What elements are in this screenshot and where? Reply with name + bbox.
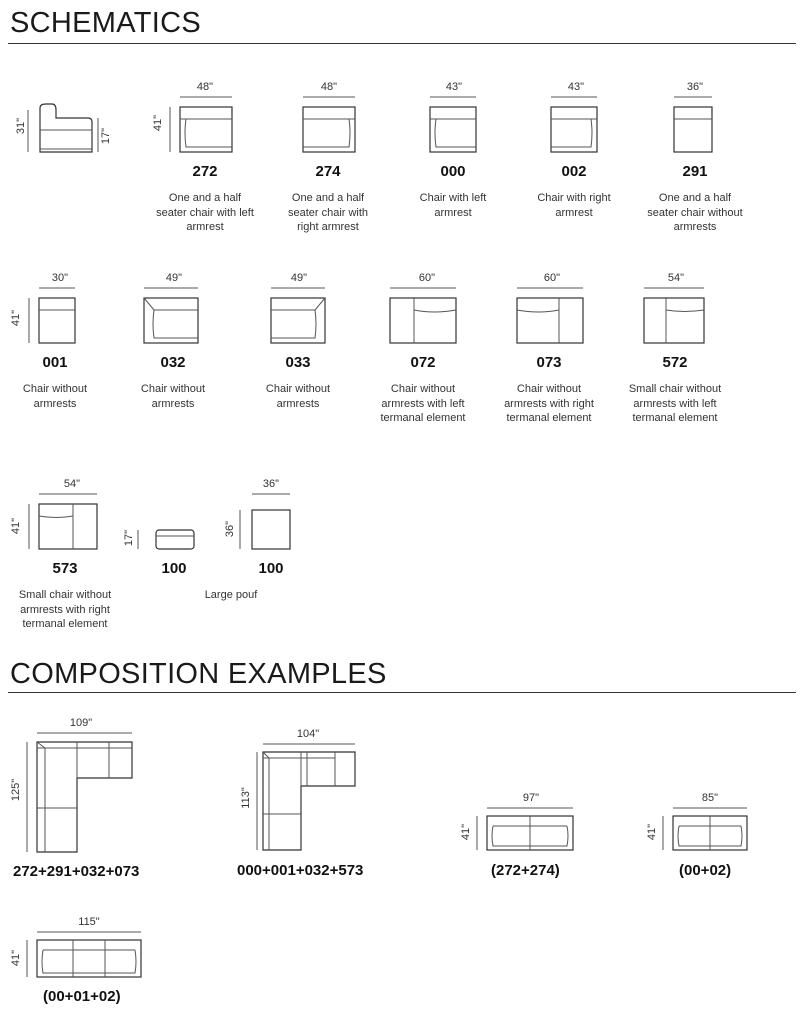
side-view-drawing bbox=[8, 100, 112, 160]
module-000-drawing bbox=[398, 75, 508, 175]
module-description: Chair without armrests bbox=[22, 383, 88, 410]
module-description: Chair without armrests bbox=[140, 383, 206, 410]
module-100-top-drawing bbox=[222, 472, 322, 572]
composition-5 bbox=[5, 912, 175, 1012]
module-033-drawing bbox=[243, 266, 353, 366]
module-032-drawing bbox=[118, 266, 228, 366]
module-572-drawing bbox=[620, 266, 730, 366]
module-width-label: 36" bbox=[262, 478, 280, 490]
module-width-label: 49" bbox=[290, 272, 308, 284]
module-573-drawing bbox=[5, 472, 125, 572]
side-height-label: 31" bbox=[15, 117, 27, 135]
module-072-drawing bbox=[372, 266, 482, 366]
module-description: Chair without armrests bbox=[265, 383, 331, 410]
module-depth-label: 41" bbox=[152, 114, 164, 132]
module-002-drawing bbox=[519, 75, 629, 175]
composition-depth-label: 41" bbox=[10, 949, 22, 967]
composition-depth-label: 41" bbox=[460, 823, 472, 841]
composition-5-drawing bbox=[5, 912, 175, 987]
composition-code: 000+001+032+573 bbox=[237, 862, 364, 879]
composition-2 bbox=[235, 720, 405, 890]
module-code: 033 bbox=[285, 354, 311, 371]
module-description: Small chair without armrests with left termanal element bbox=[628, 383, 722, 424]
module-description: Small chair without armrests with right termanal element bbox=[18, 589, 112, 630]
composition-1-drawing bbox=[5, 708, 175, 858]
module-description: Chair without armrests with right termanal element bbox=[504, 383, 594, 424]
module-573 bbox=[5, 472, 125, 642]
module-100-side-drawing bbox=[120, 472, 220, 572]
module-272-drawing bbox=[150, 75, 260, 175]
composition-width-label: 109" bbox=[69, 717, 93, 729]
module-000 bbox=[398, 75, 508, 245]
module-272 bbox=[150, 75, 260, 245]
composition-width-label: 85" bbox=[701, 792, 719, 804]
module-width-label: 49" bbox=[165, 272, 183, 284]
module-description: One and a half seater chair without armrests bbox=[647, 192, 743, 233]
module-code: 274 bbox=[315, 163, 341, 180]
schematics-heading: SCHEMATICS bbox=[10, 7, 201, 39]
composition-code: (272+274) bbox=[491, 862, 560, 879]
module-depth-label: 41" bbox=[10, 309, 22, 327]
composition-1 bbox=[5, 708, 175, 888]
module-width-label: 54" bbox=[667, 272, 685, 284]
composition-width-label: 104" bbox=[296, 728, 320, 740]
module-description: One and a half seater chair with right armrest bbox=[287, 192, 369, 233]
module-002 bbox=[519, 75, 629, 245]
module-code: 573 bbox=[52, 560, 78, 577]
module-001 bbox=[5, 266, 115, 446]
compositions-heading: COMPOSITION EXAMPLES bbox=[10, 658, 387, 690]
composition-2-drawing bbox=[235, 720, 405, 860]
module-description: Chair with right armrest bbox=[537, 192, 611, 219]
module-100-pouf-top bbox=[222, 472, 322, 642]
module-code: 001 bbox=[42, 354, 68, 371]
module-033 bbox=[243, 266, 353, 446]
module-description: Chair with left armrest bbox=[419, 192, 487, 219]
composition-4-drawing bbox=[635, 788, 775, 863]
module-072 bbox=[372, 266, 482, 446]
module-width-label: 43" bbox=[567, 81, 585, 93]
module-code: 072 bbox=[410, 354, 436, 371]
module-code: 100 bbox=[161, 560, 187, 577]
module-code: 073 bbox=[536, 354, 562, 371]
module-depth-label: 36" bbox=[224, 520, 236, 538]
module-274 bbox=[273, 75, 383, 245]
module-291-drawing bbox=[640, 75, 750, 175]
module-code: 572 bbox=[662, 354, 688, 371]
composition-code: (00+02) bbox=[679, 862, 732, 879]
composition-3-drawing bbox=[455, 788, 595, 863]
module-width-label: 48" bbox=[320, 81, 338, 93]
composition-depth-label: 41" bbox=[646, 823, 658, 841]
composition-width-label: 97" bbox=[522, 792, 540, 804]
module-291 bbox=[640, 75, 750, 245]
module-description: One and a half seater chair with left armrest bbox=[156, 192, 254, 233]
composition-4 bbox=[635, 788, 775, 888]
module-code: 291 bbox=[682, 163, 708, 180]
module-code: 002 bbox=[561, 163, 587, 180]
composition-code: 272+291+032+073 bbox=[13, 863, 140, 880]
module-width-label: 36" bbox=[686, 81, 704, 93]
module-width-label: 60" bbox=[543, 272, 561, 284]
module-width-label: 54" bbox=[63, 478, 81, 490]
module-073-drawing bbox=[497, 266, 607, 366]
module-001-drawing bbox=[5, 266, 115, 366]
composition-width-label: 115" bbox=[78, 916, 100, 928]
side-view bbox=[8, 100, 112, 160]
module-032 bbox=[118, 266, 228, 446]
side-seat-height-label: 17" bbox=[100, 127, 112, 145]
compositions-divider bbox=[8, 692, 796, 693]
module-width-label: 30" bbox=[51, 272, 69, 284]
module-height-label: 17" bbox=[123, 529, 135, 547]
composition-3 bbox=[455, 788, 595, 888]
schematics-divider bbox=[8, 43, 796, 44]
module-code: 272 bbox=[192, 163, 218, 180]
module-code: 032 bbox=[160, 354, 186, 371]
module-width-label: 48" bbox=[196, 81, 214, 93]
module-code: 100 bbox=[258, 560, 284, 577]
module-description: Chair without armrests with left termanal element bbox=[380, 383, 466, 424]
composition-depth-label: 125" bbox=[10, 778, 22, 802]
module-depth-label: 41" bbox=[10, 517, 22, 535]
module-274-drawing bbox=[273, 75, 383, 175]
module-width-label: 60" bbox=[418, 272, 436, 284]
module-code: 000 bbox=[440, 163, 466, 180]
composition-code: (00+01+02) bbox=[43, 988, 121, 1005]
composition-depth-label: 113" bbox=[240, 787, 252, 809]
module-073 bbox=[497, 266, 607, 446]
module-572 bbox=[620, 266, 730, 446]
module-width-label: 43" bbox=[445, 81, 463, 93]
module-description: Large pouf bbox=[204, 589, 258, 601]
